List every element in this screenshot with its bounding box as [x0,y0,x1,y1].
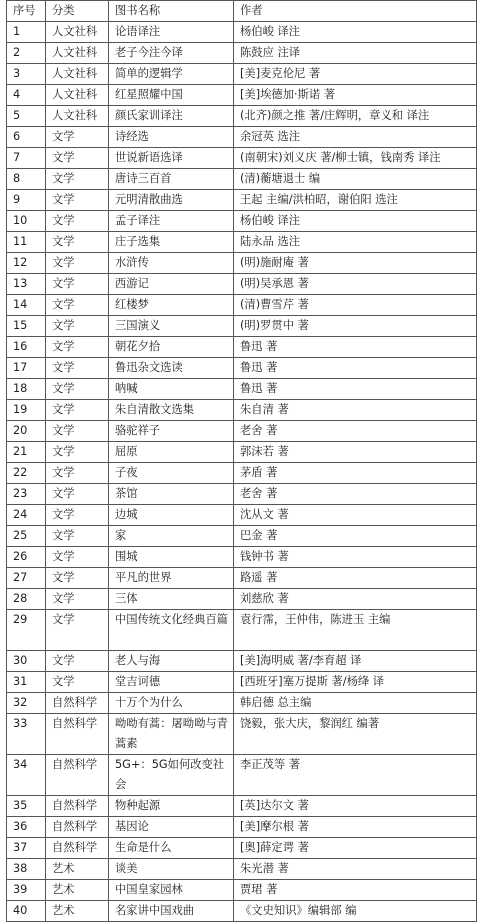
table-row [7,43,477,64]
row-author: (明)吴承恩 著 [234,274,477,295]
row-category: 文学 [46,190,109,211]
row-title: 十万个为什么 [109,693,234,714]
row-index: 32 [7,693,46,714]
row-index: 36 [7,817,46,838]
row-author: 老舍 著 [234,421,477,442]
row-title: 简单的逻辑学 [109,64,234,85]
table-row [7,693,477,714]
table-row [7,106,477,127]
row-category: 文学 [46,295,109,316]
row-category: 人文社科 [46,22,109,43]
table-row [7,232,477,253]
row-title: 庄子选集 [109,232,234,253]
row-title: 朝花夕拾 [109,337,234,358]
row-category: 文学 [46,526,109,547]
row-title: 西游记 [109,274,234,295]
row-category: 人文社科 [46,64,109,85]
row-category: 文学 [46,232,109,253]
row-author: 鲁迅 著 [234,358,477,379]
row-author: 老舍 著 [234,484,477,505]
table-row [7,547,477,568]
row-title: 名家讲中国戏曲 [109,901,234,922]
row-index: 11 [7,232,46,253]
table-row [7,400,477,421]
row-author: 朱自清 著 [234,400,477,421]
table-row [7,295,477,316]
table-row [7,211,477,232]
row-index: 16 [7,337,46,358]
row-author: (明)施耐庵 著 [234,253,477,274]
row-category: 文学 [46,610,109,651]
table-row [7,484,477,505]
row-author: 余冠英 选注 [234,127,477,148]
row-index: 29 [7,610,46,651]
table-row [7,127,477,148]
table-row [7,148,477,169]
row-category: 自然科学 [46,796,109,817]
row-index: 2 [7,43,46,64]
row-index: 3 [7,64,46,85]
table-header-row [7,1,477,22]
row-author: [美]海明威 著/李育超 译 [234,651,477,672]
row-author: 韩启德 总主编 [234,693,477,714]
row-category: 文学 [46,672,109,693]
table-row [7,379,477,400]
table-row [7,880,477,901]
row-index: 1 [7,22,46,43]
table-row [7,253,477,274]
table-row [7,505,477,526]
row-author: 杨伯峻 译注 [234,211,477,232]
table-row [7,651,477,672]
row-author: (清)蘅塘退士 编 [234,169,477,190]
row-category: 自然科学 [46,714,109,755]
row-title: 诗经选 [109,127,234,148]
row-category: 文学 [46,568,109,589]
row-title: 世说新语选译 [109,148,234,169]
table-row [7,22,477,43]
table-row [7,190,477,211]
row-author: 路遥 著 [234,568,477,589]
row-author: 朱光潜 著 [234,859,477,880]
row-index: 10 [7,211,46,232]
header-category: 分类 [46,1,109,22]
row-index: 23 [7,484,46,505]
row-title: 家 [109,526,234,547]
row-index: 37 [7,838,46,859]
row-index: 24 [7,505,46,526]
row-category: 自然科学 [46,838,109,859]
row-index: 13 [7,274,46,295]
row-category: 文学 [46,651,109,672]
row-title: 元明清散曲选 [109,190,234,211]
row-category: 文学 [46,421,109,442]
row-author: 鲁迅 著 [234,337,477,358]
row-category: 文学 [46,211,109,232]
table-row [7,714,477,755]
row-title: 生命是什么 [109,838,234,859]
row-author: [美]埃德加·斯诺 著 [234,85,477,106]
row-title: 骆驼祥子 [109,421,234,442]
row-author: 钱钟书 著 [234,547,477,568]
row-title: 孟子译注 [109,211,234,232]
table-row [7,589,477,610]
row-title: 三体 [109,589,234,610]
row-title: 红楼梦 [109,295,234,316]
row-title: 围城 [109,547,234,568]
row-category: 自然科学 [46,755,109,796]
table-row [7,817,477,838]
row-author: 郭沫若 著 [234,442,477,463]
row-title: 中国传统文化经典百篇 [109,610,234,651]
row-author: 李正茂等 著 [234,755,477,796]
table-row [7,85,477,106]
table-body [7,22,477,922]
row-index: 28 [7,589,46,610]
row-author: 陈鼓应 注译 [234,43,477,64]
row-title: 唐诗三百首 [109,169,234,190]
row-author: 茅盾 著 [234,463,477,484]
table-row [7,859,477,880]
row-category: 自然科学 [46,817,109,838]
row-title: 茶馆 [109,484,234,505]
row-title: 堂吉诃德 [109,672,234,693]
row-category: 文学 [46,442,109,463]
row-index: 12 [7,253,46,274]
row-category: 文学 [46,484,109,505]
row-index: 27 [7,568,46,589]
table-row [7,610,477,651]
row-title: 平凡的世界 [109,568,234,589]
row-category: 文学 [46,547,109,568]
table-row [7,901,477,922]
row-category: 文学 [46,253,109,274]
row-category: 自然科学 [46,693,109,714]
row-title: 中国皇家园林 [109,880,234,901]
row-index: 20 [7,421,46,442]
row-author: 刘慈欣 著 [234,589,477,610]
row-title: 呦呦有蒿：屠呦呦与青蒿素 [109,714,234,755]
row-index: 9 [7,190,46,211]
row-title: 朱自清散文选集 [109,400,234,421]
book-list-table [6,0,477,922]
row-author: 巴金 著 [234,526,477,547]
table-row [7,755,477,796]
row-title: 水浒传 [109,253,234,274]
row-index: 30 [7,651,46,672]
row-index: 4 [7,85,46,106]
row-category: 文学 [46,589,109,610]
row-author: [美]麦克伦尼 著 [234,64,477,85]
row-index: 8 [7,169,46,190]
row-category: 艺术 [46,901,109,922]
table-row [7,421,477,442]
row-index: 18 [7,379,46,400]
row-title: 三国演义 [109,316,234,337]
row-author: 饶毅，张大庆，黎润红 编著 [234,714,477,755]
row-index: 15 [7,316,46,337]
table-row [7,568,477,589]
book-list-container [6,0,476,922]
row-index: 39 [7,880,46,901]
row-index: 19 [7,400,46,421]
row-category: 文学 [46,379,109,400]
row-category: 文学 [46,337,109,358]
row-index: 22 [7,463,46,484]
header-author: 作者 [234,1,477,22]
row-author: (明)罗贯中 著 [234,316,477,337]
row-author: 王起 主编/洪柏昭，谢伯阳 选注 [234,190,477,211]
row-category: 艺术 [46,859,109,880]
row-title: 论语译注 [109,22,234,43]
table-row [7,463,477,484]
row-author: [奥]薛定谔 著 [234,838,477,859]
row-title: 鲁迅杂文选读 [109,358,234,379]
row-title: 颜氏家训译注 [109,106,234,127]
row-author: 贾珺 著 [234,880,477,901]
row-index: 6 [7,127,46,148]
row-index: 26 [7,547,46,568]
row-title: 屈原 [109,442,234,463]
row-category: 人文社科 [46,106,109,127]
row-index: 33 [7,714,46,755]
row-author: [西班牙]塞万提斯 著/杨绛 译 [234,672,477,693]
header-title: 图书名称 [109,1,234,22]
row-index: 17 [7,358,46,379]
row-title: 红星照耀中国 [109,85,234,106]
table-row [7,442,477,463]
row-title: 谈美 [109,859,234,880]
table-row [7,672,477,693]
row-title: 物种起源 [109,796,234,817]
table-row [7,274,477,295]
row-category: 文学 [46,358,109,379]
row-author: 鲁迅 著 [234,379,477,400]
row-category: 文学 [46,169,109,190]
row-index: 35 [7,796,46,817]
row-index: 5 [7,106,46,127]
row-category: 文学 [46,400,109,421]
row-category: 文学 [46,316,109,337]
header-index: 序号 [7,1,46,22]
row-index: 14 [7,295,46,316]
row-category: 文学 [46,505,109,526]
row-author: (北齐)颜之推 著/庄辉明，章义和 译注 [234,106,477,127]
row-author: 杨伯峻 译注 [234,22,477,43]
row-index: 31 [7,672,46,693]
row-author: (南朝宋)刘义庆 著/柳士镇，钱南秀 译注 [234,148,477,169]
table-row [7,526,477,547]
row-title: 边城 [109,505,234,526]
row-index: 34 [7,755,46,796]
table-row [7,316,477,337]
row-category: 文学 [46,463,109,484]
row-category: 人文社科 [46,85,109,106]
row-category: 艺术 [46,880,109,901]
row-index: 25 [7,526,46,547]
table-row [7,337,477,358]
row-category: 文学 [46,127,109,148]
row-title: 5G+：5G如何改变社会 [109,755,234,796]
row-title: 子夜 [109,463,234,484]
row-title: 老子今注今译 [109,43,234,64]
row-author: 陆永品 选注 [234,232,477,253]
row-title: 呐喊 [109,379,234,400]
row-author: 袁行霈，王仲伟，陈进玉 主编 [234,610,477,651]
row-category: 人文社科 [46,43,109,64]
row-author: (清)曹雪芹 著 [234,295,477,316]
row-category: 文学 [46,148,109,169]
row-author: 沈从文 著 [234,505,477,526]
row-index: 40 [7,901,46,922]
table-row [7,169,477,190]
row-index: 38 [7,859,46,880]
row-category: 文学 [46,274,109,295]
row-author: 《文史知识》编辑部 编 [234,901,477,922]
row-index: 7 [7,148,46,169]
row-index: 21 [7,442,46,463]
table-row [7,796,477,817]
row-title: 基因论 [109,817,234,838]
table-row [7,64,477,85]
row-title: 老人与海 [109,651,234,672]
row-author: [美]摩尔根 著 [234,817,477,838]
table-row [7,838,477,859]
row-author: [英]达尔文 著 [234,796,477,817]
table-row [7,358,477,379]
